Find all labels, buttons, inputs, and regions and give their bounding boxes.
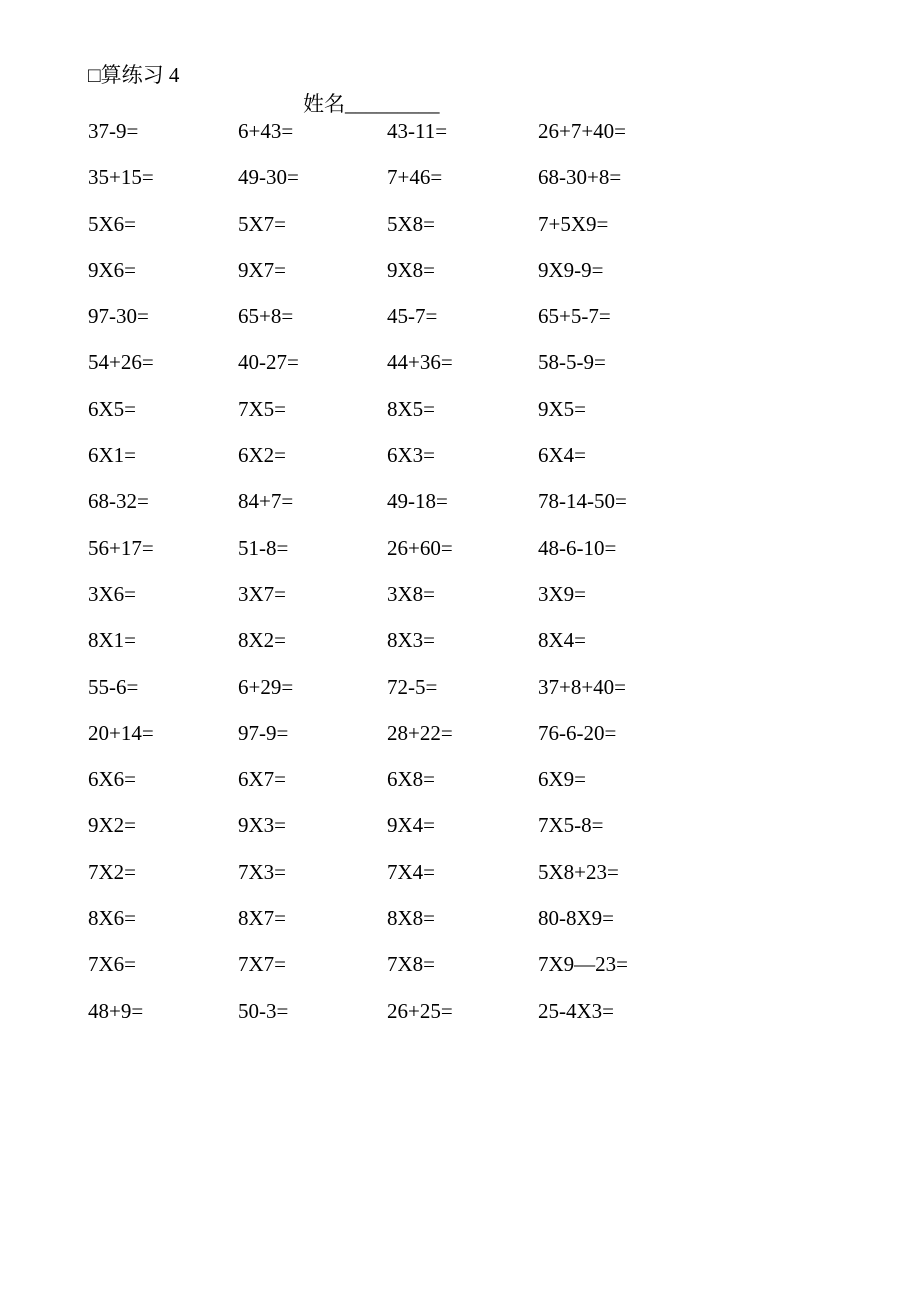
math-problem: 7X3=: [238, 859, 287, 884]
math-problem: 50-3=: [238, 998, 289, 1023]
math-problem: 48-6-10=: [538, 535, 617, 560]
math-problem: 20+14=: [88, 720, 154, 745]
math-problem: 48+9=: [88, 998, 144, 1023]
math-problem: 54+26=: [88, 350, 154, 375]
math-problem: 6+29=: [238, 674, 294, 699]
name-field-label: 姓名_________: [303, 92, 440, 116]
math-problem: 72-5=: [387, 674, 438, 699]
math-problem: 49-30=: [238, 165, 299, 190]
problem-row: [88, 257, 728, 303]
math-problem: 8X3=: [387, 628, 436, 653]
math-problem: 6X1=: [88, 443, 137, 468]
problem-row: [88, 349, 728, 395]
problem-row: [88, 627, 728, 673]
math-problem: 7X8=: [387, 952, 436, 977]
math-problem: 8X1=: [88, 628, 137, 653]
math-problem: 44+36=: [387, 350, 453, 375]
problem-row: [88, 766, 728, 812]
math-problem: 7X5-8=: [538, 813, 604, 838]
math-problem: 26+7+40=: [538, 119, 627, 143]
math-problem: 78-14-50=: [538, 489, 627, 514]
math-problem: 8X8=: [387, 906, 436, 931]
math-problem: 49-18=: [387, 489, 448, 514]
math-problem: 7X2=: [88, 859, 137, 884]
problem-row: [88, 674, 728, 720]
problem-row: [88, 211, 728, 257]
math-problem: 7+5X9=: [538, 211, 609, 236]
problem-row: [88, 488, 728, 534]
problem-row: [88, 720, 728, 766]
math-problem: 51-8=: [238, 535, 289, 560]
problem-row: [88, 396, 728, 442]
math-problem: 37+8+40=: [538, 674, 627, 699]
problem-row: [88, 905, 728, 951]
math-problem: 7X4=: [387, 859, 436, 884]
math-problem: 9X4=: [387, 813, 436, 838]
math-problem: 7X7=: [238, 952, 287, 977]
math-problem: 6X5=: [88, 396, 137, 421]
problem-grid: [88, 118, 728, 1044]
math-problem: 8X4=: [538, 628, 587, 653]
math-problem: 6X9=: [538, 767, 587, 792]
math-problem: 6X3=: [387, 443, 436, 468]
math-problem: 25-4X3=: [538, 998, 615, 1023]
math-problem: 84+7=: [238, 489, 294, 514]
math-problem: 7X9—23=: [538, 952, 629, 977]
problem-row: [88, 581, 728, 627]
math-problem: 80-8X9=: [538, 906, 615, 931]
math-problem: 6X6=: [88, 767, 137, 792]
problem-row: [88, 535, 728, 581]
problem-row: [88, 951, 728, 997]
math-problem: 68-30+8=: [538, 165, 622, 190]
math-problem: 5X6=: [88, 211, 137, 236]
math-problem: 3X6=: [88, 581, 137, 606]
math-problem: 5X8=: [387, 211, 436, 236]
math-problem: 28+22=: [387, 720, 453, 745]
math-problem: 97-30=: [88, 304, 149, 329]
math-problem: 35+15=: [88, 165, 154, 190]
problem-row: [88, 812, 728, 858]
math-problem: 7X5=: [238, 396, 287, 421]
math-problem: 9X7=: [238, 257, 287, 282]
math-problem: 9X3=: [238, 813, 287, 838]
math-problem: 9X8=: [387, 257, 436, 282]
problem-row: [88, 303, 728, 349]
math-problem: 97-9=: [238, 720, 289, 745]
math-problem: 3X7=: [238, 581, 287, 606]
math-problem: 5X8+23=: [538, 859, 619, 884]
math-problem: 26+25=: [387, 998, 453, 1023]
problem-row: [88, 118, 728, 164]
math-problem: 58-5-9=: [538, 350, 606, 375]
problem-row: [88, 164, 728, 210]
math-problem: 6+43=: [238, 119, 294, 143]
math-problem: 8X6=: [88, 906, 137, 931]
math-problem: 6X4=: [538, 443, 587, 468]
problem-row: [88, 442, 728, 488]
math-problem: 76-6-20=: [538, 720, 617, 745]
math-problem: 37-9=: [88, 119, 139, 143]
math-problem: 6X7=: [238, 767, 287, 792]
math-problem: 8X7=: [238, 906, 287, 931]
math-problem: 5X7=: [238, 211, 287, 236]
math-problem: 26+60=: [387, 535, 453, 560]
math-problem: 6X2=: [238, 443, 287, 468]
math-problem: 8X2=: [238, 628, 287, 653]
math-problem: 65+5-7=: [538, 304, 611, 329]
math-problem: 3X9=: [538, 581, 587, 606]
problem-row: [88, 859, 728, 905]
math-problem: 9X9-9=: [538, 257, 604, 282]
math-problem: 45-7=: [387, 304, 438, 329]
math-problem: 9X2=: [88, 813, 137, 838]
math-problem: 43-11=: [387, 119, 448, 143]
math-problem: 56+17=: [88, 535, 154, 560]
math-problem: 8X5=: [387, 396, 436, 421]
math-problem: 3X8=: [387, 581, 436, 606]
math-problem: 68-32=: [88, 489, 149, 514]
worksheet-title: □算练习 4: [88, 63, 180, 87]
math-problem: 6X8=: [387, 767, 436, 792]
math-problem: 7+46=: [387, 165, 443, 190]
math-problem: 65+8=: [238, 304, 294, 329]
problem-row: [88, 998, 728, 1044]
math-problem: 7X6=: [88, 952, 137, 977]
math-problem: 40-27=: [238, 350, 299, 375]
math-problem: 9X5=: [538, 396, 587, 421]
math-problem: 55-6=: [88, 674, 139, 699]
math-problem: 9X6=: [88, 257, 137, 282]
